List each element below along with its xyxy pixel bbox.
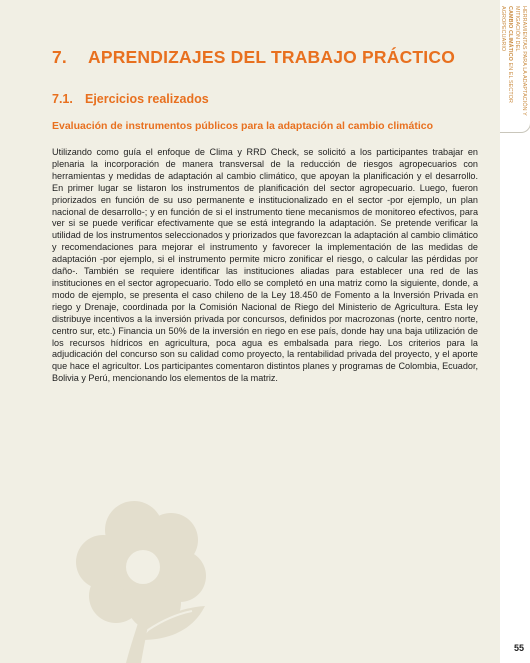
- section-title: [52, 92, 492, 106]
- chapter-title-text: APRENDIZAJES DEL TRABAJO PRÁCTICO: [88, 47, 456, 67]
- side-tab-line2-rest: EN EL SECTOR AGROPECUARIO: [500, 6, 513, 103]
- side-tab-label: [500, 6, 527, 130]
- chapter-number: 7.: [52, 47, 67, 67]
- side-tab-line1: HERRAMIENTAS PARA LA ADAPTACIÓN Y MITIGACIÓN DEL: [514, 6, 527, 116]
- body-paragraph: Utilizando como guía el enfoque de Clima y RRD Check, se solicitó a los participantes trabajar en plenaria la incorporación de manera transversal de la reducción de riesgos agropecuarios con herramientas y medidas de adaptación al cambio climático, que apoyan la planificación y el desarrollo. En primer lugar se listaron los instrumentos de planificación del sector agropecuario. Luego, fueron priorizados en función de su uso permanente e institucionalizado en el sector -por ejemplo, un plan nacional de desarrollo-; y en función de si el instrumento tiene mecanismos de monitoreo efectivos, para ver si se puede verificar efectivamente que se está integrando la adaptación. Se pretende verificar la utilidad de los instrumentos seleccionados y priorizados que favorezcan la adaptación al cambio climático y recomendaciones para mejorar el instrumento y favorecer la implementación de las medidas de adaptación -por ejemplo, si el instrumento permite micro zonificar el riesgo, o calcular las pérdidas por daño-. También se requiere identificar las instituciones aliadas para establecer una red de las instituciones en el sector agropecuario. Todo ello se completó en una matriz como la siguiente, donde, a modo de ejemplo, se presenta el caso chileno de la Ley 18.450 de Fomento a la Inversión Privada en riego y Drenaje, coordinada por la Comisión Nacional de Riego del Ministerio de Agricultura. Esta ley distribuye incentivos a la inversión privada por concursos, definidos por macrozonas (norte, centro norte, centro sur, etc.) Financia un 50% de la inversión en riego en ese país, donde hay una baja utilización de los recursos hídricos en agricultura, poca agua es embalsada para riego. Los criterios para la adjudicación del concurso son su calidad como proyecto, la rentabilidad privada del proyecto, y el aporte que hace el agricultor. Los participantes comentaron distintos planes y programas de Colombia, Ecuador, Bolivia y Perú, mencionando los elementos de la matriz.: [52, 147, 478, 384]
- page-number: 55: [513, 643, 524, 653]
- section-number: 7.1.: [52, 92, 73, 106]
- section-title-text: Ejercicios realizados: [85, 92, 209, 106]
- chapter-title: [52, 47, 492, 68]
- side-tab-line2-bold: CAMBIO CLIMÁTICO: [507, 6, 513, 61]
- subsection-title: Evaluación de instrumentos públicos para la adaptación al cambio climático: [52, 120, 434, 132]
